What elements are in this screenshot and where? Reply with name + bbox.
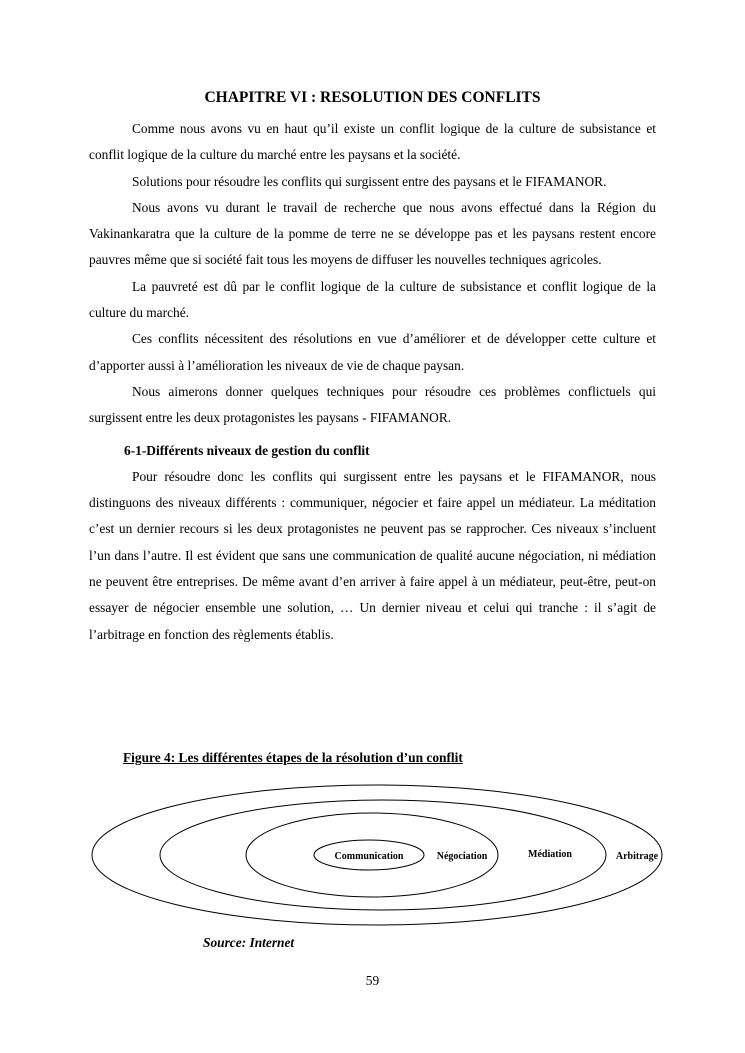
- section-paragraph: Pour résoudre donc les conflits qui surgissent entre les paysans et le FIFAMANOR, nous distinguons des niveaux différents : communiquer, négocier et faire appel un médiateur. La méditation c’est un dernier recours si les deux protagonistes ne peuvent pas se rapprocher. Ces niveaux s’incluent l’un dans l’autre. Il est évident que sans une communication de qualité aucune négociation, ni médiation ne peuvent être entreprises. De même avant d’en arriver à faire appel à un médiateur, peut-être, peut-on essayer de négocier ensemble une solution, … Un dernier niveau et celui qui tranche : il s’agit de l’arbitrage en fonction des règlements établis.: [89, 468, 656, 642]
- figure-caption: Figure 4: Les différentes étapes de la résolution d’un conflit: [123, 750, 463, 765]
- page-number: 59: [365, 973, 380, 988]
- body-text: [89, 116, 656, 648]
- nested-levels-diagram: [0, 780, 745, 930]
- paragraph-6: Nous aimerons donner quelques techniques pour résoudre ces problèmes conflictuels qui surgissent entre les deux protagonistes les paysans - FIFAMANOR.: [89, 383, 656, 426]
- paragraph-2: Solutions pour résoudre les conflits qui surgissent entre des paysans et le FIFAMANOR.: [132, 173, 607, 189]
- label-mediation: Médiation: [528, 849, 572, 860]
- label-arbitrage: Arbitrage: [615, 851, 659, 862]
- chapter-title: CHAPITRE VI : RESOLUTION DES CONFLITS: [204, 89, 541, 106]
- paragraph-3: Nous avons vu durant le travail de recherche que nous avons effectué dans la Région du Vakinankaratra que la culture de la pomme de terre ne se développe pas et les paysans restent encore pauvres même que si société fait tous les moyens de diffuser les nouvelles techniques agricoles.: [89, 199, 656, 268]
- paragraph-5: Ces conflits nécessitent des résolutions en vue d’améliorer et de développer cette culture et d’apporter aussi à l’amélioration les niveaux de vie de chaque paysan.: [89, 331, 656, 373]
- section-heading: 6-1-Différents niveaux de gestion du conflit: [124, 442, 370, 458]
- paragraph-1: Comme nous avons vu en haut qu’il existe un conflit logique de la culture de subsistance et conflit logique de la culture du marché entre les paysans et la société.: [89, 121, 656, 163]
- label-communication: Communication: [334, 851, 404, 862]
- figure-source: Source: Internet: [203, 935, 295, 950]
- label-negociation: Négociation: [436, 851, 488, 862]
- paragraph-4: La pauvreté est dû par le conflit logique de la culture de subsistance et conflit logique de la culture du marché.: [89, 278, 656, 321]
